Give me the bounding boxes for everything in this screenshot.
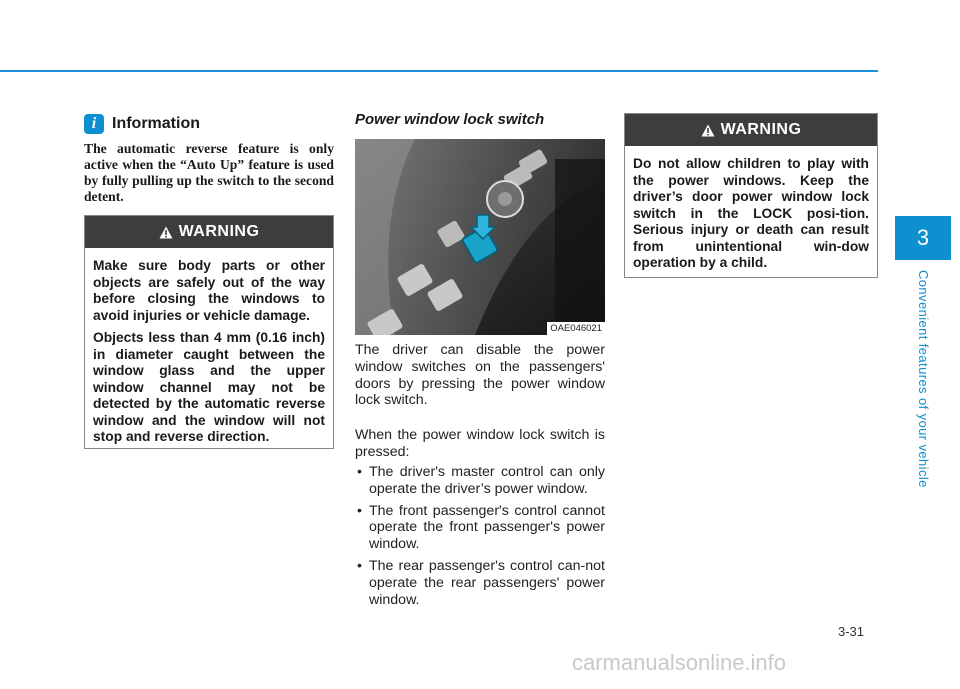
- info-icon: i: [84, 114, 104, 134]
- warning-paragraph: Make sure body parts or other objects are safely out of the way before closing the windows to avoid injuries or vehicle damage.: [93, 258, 325, 323]
- warning-body-right: [625, 146, 877, 286]
- chapter-label: Convenient features of your vehicle: [916, 270, 931, 488]
- warning-triangle-icon: [701, 124, 715, 137]
- warning-title-left: WARNING: [178, 223, 260, 240]
- section-title: Power window lock switch: [355, 111, 545, 128]
- warning-box-left: [84, 215, 334, 449]
- bullet-list: [355, 464, 605, 613]
- door-panel-illustration: [355, 139, 605, 335]
- header-rule: [0, 70, 878, 72]
- list-item: • The driver's master control can only operate the driver’s power window.: [355, 464, 605, 498]
- warning-bar-left: [85, 216, 333, 248]
- chapter-tab: [895, 216, 951, 260]
- warning-body-left: [85, 248, 333, 460]
- information-text: The automatic reverse feature is only active when the “Auto Up” feature is used by fully pulling up the switch to the second detent.: [84, 141, 334, 204]
- door-switch-photo: [355, 139, 605, 335]
- page-number: 3-31: [838, 624, 865, 639]
- warning-paragraph: Objects less than 4 mm (0.16 inch) in diameter caught between the window glass and the upper window channel may not be detected by the automatic reverse window and the window will not stop and reverse direction.: [93, 330, 325, 444]
- warning-paragraph: Do not allow children to play with the power windows. Keep the driver’s door power window lock switch in the LOCK posi-tion. Serious injury or death can result from unintentional win-dow operation by a child.: [633, 156, 869, 270]
- body-paragraph-2: When the power window lock switch is pressed:: [355, 427, 605, 460]
- image-code: OAE046021: [547, 322, 605, 335]
- information-title: Information: [112, 115, 200, 132]
- information-heading: [84, 114, 200, 134]
- list-item: • The front passenger's control cannot operate the front passenger's power window.: [355, 503, 605, 553]
- warning-bar-right: [625, 114, 877, 146]
- warning-title-right: WARNING: [720, 121, 802, 138]
- chapter-number: 3: [916, 225, 930, 250]
- list-item: • The rear passenger's control can-not operate the rear passengers' power window.: [355, 558, 605, 608]
- body-paragraph-1: The driver can disable the power window switches on the passengers' doors by pressing the power window lock switch.: [355, 342, 605, 409]
- warning-triangle-icon: [159, 226, 173, 239]
- warning-box-right: [624, 113, 878, 278]
- watermark: carmanualsonline.info: [572, 650, 787, 675]
